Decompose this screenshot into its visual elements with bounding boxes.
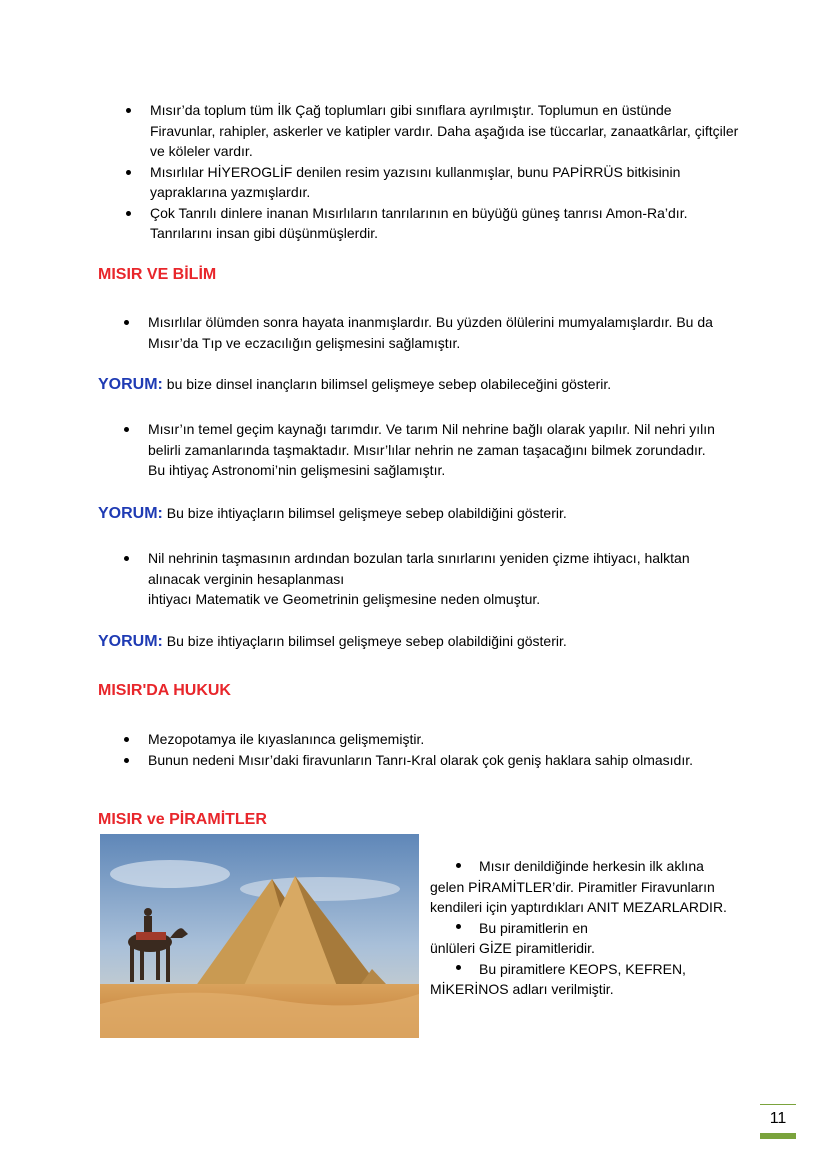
science-bullet-3 [148,548,708,610]
pyramids-photo [100,834,419,1038]
science-bullet-2 [148,419,723,481]
bullet-text: gelen PİRAMİTLER’dir. Piramitler Firavunların kendileri için yaptırdıkları ANIT MEZARLARDIR. [430,878,727,915]
page-number: 11 [769,1110,787,1127]
pyramids-bullet-1 [430,856,740,918]
yorum-text: Bu bize ihtiyaçların bilimsel gelişmeye sebep olabildiğini gösterir. [162,505,567,521]
bullet-text: MİKERİNOS adları verilmiştir. [430,981,614,997]
science-bullet-1 [148,312,738,353]
pyramids-bullet-3 [430,959,740,1000]
list-item: Mısırlılar HİYEROGLİF denilen resim yazısını kullanmışlar, bunu PAPİRRÜS bitkisinin yapraklarına yazmışlardır. [150,162,740,203]
yorum-text: bu bize dinsel inançların bilimsel gelişmeye sebep olabileceğini gösterir. [162,376,612,392]
list-item: Mısır’ın temel geçim kaynağı tarımdır. Ve tarım Nil nehrine bağlı olarak yapılır. Nil nehri yılın belirli zamanlarında taşmaktadır. Mısır’lılar nehrin ne zaman taşacağını bilmek zorundadır. Bu ihtiyaç Astronomi’nin gelişmesini sağlamıştır. [148,419,723,481]
page-number-rule-top [760,1104,796,1105]
list-item: Bunun nedeni Mısır’daki firavunların Tanrı-Kral olarak çok geniş haklara sahip olmasıdır. [148,750,708,771]
list-item: Mısır’da toplum tüm İlk Çağ toplumları gibi sınıflara ayrılmıştır. Toplumun en üstünde Firavunlar, rahipler, askerler ve katipler vardır. Daha aşağıda ise tüccarlar, zanaatkârlar, çiftçiler ve köleler vardır. [150,100,740,162]
science-heading: MISIR VE BİLİM [98,266,217,283]
yorum-note-3 [98,631,738,652]
bullet-text: ihtiyacı Matematik ve Geometrinin gelişmesine neden olmuştur. [148,591,541,607]
list-item [148,548,708,610]
list-item: Mısırlılar ölümden sonra hayata inanmışlardır. Bu yüzden ölülerini mumyalamışlardır. Bu da Mısır’da Tıp ve eczacılığın gelişmesini sağlamıştır. [148,312,738,353]
list-item: Mezopotamya ile kıyaslanınca gelişmemiştir. [148,729,708,750]
bullet-icon [456,863,461,868]
yorum-label: YORUM: [98,376,163,393]
yorum-text: Bu bize ihtiyaçların bilimsel gelişmeye sebep olabildiğini gösterir. [162,633,567,649]
yorum-label: YORUM: [98,633,163,650]
bullet-text: Mısır denildiğinde herkesin ilk aklına [479,858,704,874]
list-item: Çok Tanrılı dinlere inanan Mısırlıların tanrılarının en büyüğü güneş tanrısı Amon-Ra’dır. Tanrılarını insan gibi düşünmüşlerdir. [150,203,740,244]
society-bullet-list [150,100,740,244]
pyramids-text [430,856,740,1000]
pyramids-heading: MISIR ve PİRAMİTLER [98,811,267,828]
page-number-bar [760,1133,796,1139]
bullet-text: Nil nehrinin taşmasının ardından bozulan tarla sınırlarını yeniden çizme ihtiyacı, halktan alınacak verginin hesaplanması [148,550,690,587]
bullet-icon [456,924,461,929]
pyramids-bullet-2 [430,918,740,959]
yorum-note-2 [98,503,738,524]
law-bullet-list [148,729,708,770]
law-heading: MISIR'DA HUKUK [98,682,231,699]
bullet-text: Bu piramitlere KEOPS, KEFREN, [479,960,686,977]
yorum-label: YORUM: [98,505,163,522]
bullet-text: ünlüleri GİZE piramitleridir. [430,940,595,956]
yorum-note-1 [98,374,738,395]
bullet-text: Bu piramitlerin en [479,919,588,936]
bullet-icon [456,965,461,970]
